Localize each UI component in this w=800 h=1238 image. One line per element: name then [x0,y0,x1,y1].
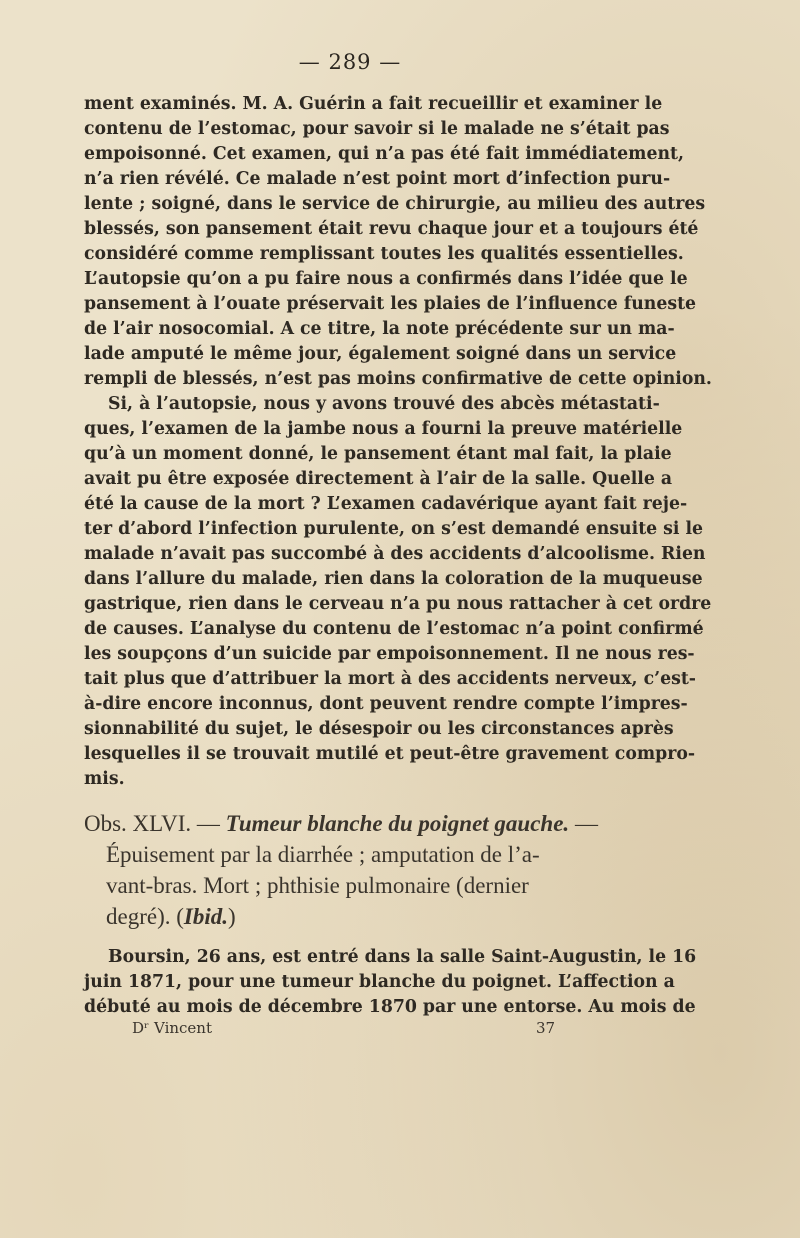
text-line: ter d’abord l’infection purulente, on s’est demandé ensuite si le [84,519,704,539]
paragraph [84,92,712,392]
heading-text: ) [228,904,236,929]
text-line: gastrique, rien dans le cerveau n’a pu nous rattacher à cet ordre [84,594,712,614]
heading-line: Épuisement par la diarrhée ; amputation de l’a- [106,842,540,867]
text-line: les soupçons d’un suicide par empoisonnement. Il ne nous res- [84,644,695,664]
text-line: lesquelles il se trouvait mutilé et peut-être gravement compro- [84,744,696,764]
text-line: ques, l’examen de la jambe nous a fourni la preuve matérielle [84,419,683,439]
footer-author: Dʳ Vincent [132,1019,212,1037]
heading-line [84,901,630,932]
text-line: malade n’avait pas succombé à des accidents d’alcoolisme. Rien [84,544,706,564]
text-line: L’autopsie qu’on a pu faire nous a confirmés dans l’idée que le [84,269,688,289]
text-line: tait plus que d’attribuer la mort à des accidents nerveux, c’est- [84,669,696,689]
body-text [84,92,712,792]
text-line: lade amputé le même jour, également soigné dans un service [84,344,677,364]
text-line: empoisonné. Cet examen, qui n’a pas été fait immédiatement, [84,144,685,164]
page-number: — 289 — [298,50,402,74]
heading-dash: — [569,811,598,836]
text-line: été la cause de la mort ? L’examen cadavérique ayant fait reje- [84,494,688,514]
heading-ibid: Ibid. [183,904,228,929]
text-line: contenu de l’estomac, pour savoir si le malade ne s’était pas [84,119,670,139]
text-line: avait pu être exposée directement à l’air de la salle. Quelle a [84,469,673,489]
text-line: mis. [84,769,125,789]
text-line: Si, à l’autopsie, nous y avons trouvé des abcès métastati- [108,394,660,414]
paragraph [84,945,697,1020]
text-line: de l’air nosocomial. A ce titre, la note précédente sur un ma- [84,319,675,339]
text-line: de causes. L’analyse du contenu de l’estomac n’a point confirmé [84,619,704,639]
paragraph [84,392,712,792]
text-line: dans l’allure du malade, rien dans la coloration de la muqueuse [84,569,703,589]
text-line: à-dire encore inconnus, dont peuvent rendre compte l’impres- [84,694,688,714]
heading-text: degré). ( [106,904,184,929]
obs-title: Tumeur blanche du poignet gauche. [225,811,570,836]
text-line: blessés, son pansement était revu chaque jour et a toujours été [84,219,699,239]
heading-line: vant-bras. Mort ; phthisie pulmonaire (dernier [106,873,529,898]
text-line: Boursin, 26 ans, est entré dans la salle Saint-Augustin, le 16 [108,947,697,967]
text-line: débuté au mois de décembre 1870 par une entorse. Au mois de [84,997,696,1017]
heading-line [84,808,630,839]
text-line: pansement à l’ouate préservait les plaies de l’influence funeste [84,294,697,314]
signature-mark: 37 [536,1019,556,1037]
observation-heading [84,808,630,932]
obs-label: Obs. XLVI. — [84,811,226,836]
text-line: lente ; soigné, dans le service de chirurgie, au milieu des autres [84,194,706,214]
text-line: ment examinés. M. A. Guérin a fait recueillir et examiner le [84,94,663,114]
text-line: rempli de blessés, n’est pas moins confirmative de cette opinion. [84,369,712,389]
text-line: sionnabilité du sujet, le désespoir ou les circonstances après [84,719,674,739]
text-line: qu’à un moment donné, le pansement étant mal fait, la plaie [84,444,672,464]
text-line: n’a rien révélé. Ce malade n’est point mort d’infection puru- [84,169,671,189]
text-line: juin 1871, pour une tumeur blanche du poignet. L’affection a [84,972,675,992]
text-line: considéré comme remplissant toutes les qualités essentielles. [84,244,684,264]
